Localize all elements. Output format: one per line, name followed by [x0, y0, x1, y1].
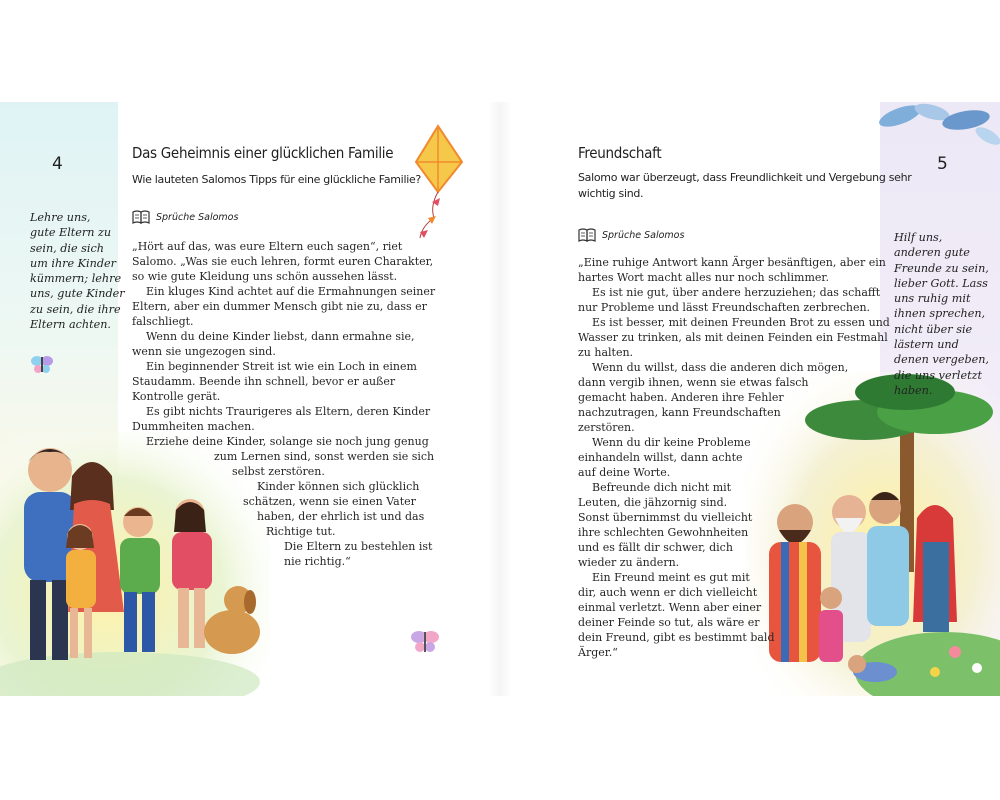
text-line: selbst zerstören.: [232, 465, 325, 478]
question-line: Salomo war überzeugt, dass Freundlichkeit und Vergebung sehr: [578, 171, 912, 184]
page-number-right: 5: [937, 154, 948, 174]
prayer-line: lästern und: [894, 338, 959, 352]
text-line: einhandeln willst, dann achte: [578, 451, 743, 464]
text-line: Ärger.“: [578, 646, 618, 659]
text-line: zum Lernen sind, sonst werden sie sich: [214, 450, 435, 463]
book-gutter: [488, 102, 512, 696]
prayer-line: nicht über sie: [894, 322, 973, 336]
source-reference-right: [578, 228, 684, 242]
prayer-line: anderen gute: [894, 246, 970, 260]
prayer-line: sein, die sich: [30, 241, 104, 255]
prayer-line: Hilf uns,: [894, 231, 943, 244]
text-line: einmal verletzt. Wenn aber einer: [578, 601, 762, 614]
prayer-line: Freunde zu sein,: [894, 261, 989, 275]
subtitle-question-right: [578, 170, 912, 202]
bible-text-right: [578, 255, 890, 660]
prayer-line: uns ruhig mit: [894, 292, 971, 306]
prayer-line: zu sein, die ihre: [30, 302, 121, 316]
prayer-line: uns, gute Kinder: [30, 287, 125, 301]
bible-text-left: [132, 239, 435, 569]
prayer-line: lieber Gott. Lass: [894, 276, 988, 290]
open-book-icon: [132, 210, 150, 224]
source-reference-left: [132, 210, 238, 224]
text-line: Ein Freund meint es gut mit: [592, 571, 750, 584]
page-title-right: Freundschaft: [578, 144, 662, 162]
text-line: Eltern, aber ein dummer Mensch gibt nie zu, dass er: [132, 300, 427, 313]
butterfly-icon: [408, 624, 442, 658]
text-line: Salomo. „Was sie euch lehren, formt euren Charakter,: [132, 255, 434, 268]
book-spread: [0, 102, 1000, 696]
leaves-decoration: [870, 102, 1000, 152]
prayer-line: um ihre Kinder: [30, 256, 116, 270]
text-line: „Hört auf das, was eure Eltern euch sagen“, riet: [132, 240, 403, 253]
text-line: haben, der ehrlich ist und das: [257, 510, 425, 523]
left-page: [0, 102, 500, 696]
text-line: Es gibt nichts Traurigeres als Eltern, deren Kinder: [146, 405, 431, 418]
prayer-line: Eltern achten.: [30, 318, 111, 332]
text-line: ihre schlechten Gewohnheiten: [578, 526, 749, 539]
text-line: auf deine Worte.: [578, 466, 671, 479]
prayer-line: gute Eltern zu: [30, 226, 112, 240]
text-line: Es ist besser, mit deinen Freunden Brot zu essen und: [592, 316, 890, 329]
butterfly-icon: [30, 352, 54, 376]
text-line: Es ist nie gut, über andere herzuziehen; das schafft: [592, 286, 881, 299]
prayer-line: ihnen sprechen,: [894, 307, 986, 321]
text-line: Ein kluges Kind achtet auf die Ermahnungen seiner: [146, 285, 436, 298]
text-line: Dummheiten machen.: [132, 420, 255, 433]
text-line: schätzen, wenn sie einen Vater: [243, 495, 416, 508]
open-book-icon: [578, 228, 596, 242]
kite-icon: [400, 122, 470, 247]
question-line: wichtig sind.: [578, 187, 644, 200]
text-line: Leuten, die jähzornig sind.: [578, 496, 728, 509]
text-line: dein Freund, gibt es bestimmt bald: [578, 631, 775, 644]
text-line: Wenn du willst, dass die anderen dich mögen,: [592, 361, 849, 374]
page-title-left: Das Geheimnis einer glücklichen Familie: [132, 144, 394, 162]
prayer-line: kümmern; lehre: [30, 272, 122, 286]
text-line: wenn sie ungezogen sind.: [132, 345, 276, 358]
page-number-left: 4: [52, 154, 63, 174]
text-line: zerstören.: [578, 421, 635, 434]
text-line: so wie gute Kleidung uns schön aussehen lässt.: [132, 270, 398, 283]
text-line: Staudamm. Beende ihn schnell, bevor er außer: [132, 375, 396, 388]
text-line: Die Eltern zu bestehlen ist: [284, 540, 433, 553]
text-line: „Eine ruhige Antwort kann Ärger besänftigen, aber ein: [578, 256, 886, 269]
text-line: nie richtig.“: [284, 555, 351, 568]
text-line: Wenn du dir keine Probleme: [592, 436, 751, 449]
text-line: Sonst übernimmst du vielleicht: [578, 511, 753, 524]
text-line: Erziehe deine Kinder, solange sie noch jung genug: [146, 435, 429, 448]
prayer-line: Lehre uns,: [30, 211, 91, 224]
prayer-line: haben.: [894, 383, 933, 397]
prayer-line: denen vergeben,: [894, 353, 989, 367]
text-line: zu halten.: [578, 346, 634, 359]
right-page: [500, 102, 1000, 696]
prayer-note-right: [894, 230, 989, 398]
text-line: Ein beginnender Streit ist wie ein Loch in einem: [146, 360, 417, 373]
text-line: und es fällt dir schwer, dich: [578, 541, 733, 554]
text-line: Kinder können sich glücklich: [257, 480, 420, 493]
subtitle-question-left: Wie lauteten Salomos Tipps für eine glückliche Familie?: [132, 173, 421, 186]
text-line: Richtige tut.: [266, 525, 336, 538]
text-line: Wasser zu trinken, als mit deinen Feinden ein Festmahl: [578, 331, 888, 344]
text-line: Befreunde dich nicht mit: [592, 481, 732, 494]
text-line: falschliegt.: [132, 315, 194, 328]
text-line: dir, auch wenn er dich vielleicht: [578, 586, 758, 599]
text-line: dann vergib ihnen, wenn sie etwas falsch: [578, 376, 809, 389]
text-line: hartes Wort macht alles nur noch schlimmer.: [578, 271, 829, 284]
text-line: Wenn du deine Kinder liebst, dann ermahne sie,: [146, 330, 415, 343]
source-label: Sprüche Salomos: [602, 229, 685, 241]
prayer-line: die uns verletzt: [894, 368, 982, 382]
prayer-note-left: [30, 210, 125, 332]
text-line: gemacht haben. Anderen ihre Fehler: [578, 391, 784, 404]
text-line: wieder zu ändern.: [578, 556, 680, 569]
text-line: Kontrolle gerät.: [132, 390, 221, 403]
source-label: Sprüche Salomos: [156, 211, 239, 223]
text-line: nur Probleme und lässt Freundschaften zerbrechen.: [578, 301, 871, 314]
text-line: deiner Feinde so tut, als wäre er: [578, 616, 760, 629]
text-line: nachzutragen, kann Freundschaften: [578, 406, 781, 419]
